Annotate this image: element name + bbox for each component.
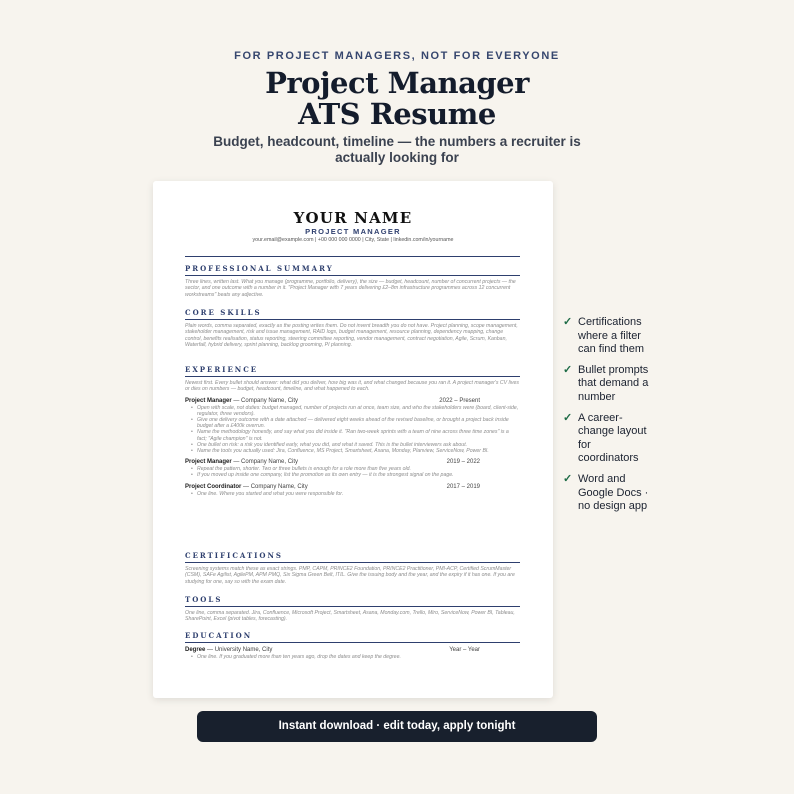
job-company: Company Name, City bbox=[241, 459, 299, 466]
section-heading: EDUCATION bbox=[185, 631, 520, 643]
job-title: Project Manager bbox=[185, 397, 232, 404]
feature-text: Bullet prompts that demand a number bbox=[578, 363, 649, 403]
job-bullet: • Repeat the pattern, shorter. Two or three bullets is enough for a role more than five years old. bbox=[185, 466, 520, 472]
page-title bbox=[0, 68, 794, 130]
eyebrow-text: FOR PROJECT MANAGERS, NOT FOR EVERYONE bbox=[234, 50, 560, 62]
feature-text: Word and Google Docs · no design app bbox=[578, 472, 649, 513]
job-title: Project Manager bbox=[185, 459, 232, 466]
job-entry bbox=[185, 483, 520, 497]
feature-text: A career-change layout for coordinators bbox=[578, 411, 647, 465]
download-button[interactable]: Instant download · edit today, apply tonight bbox=[197, 711, 597, 742]
job-header: Project Manager — Company Name, City 2019 – 2022 bbox=[185, 459, 480, 466]
resume-role: PROJECT MANAGER bbox=[305, 227, 401, 236]
feature-list bbox=[563, 316, 653, 521]
check-icon: ✓ bbox=[563, 363, 573, 376]
skills-section bbox=[185, 308, 520, 348]
summary-section bbox=[185, 264, 520, 298]
title-line-1: Project Manager bbox=[265, 66, 529, 100]
check-icon: ✓ bbox=[563, 411, 573, 424]
resume-contact: your.email@example.com | +00 000 000 0000 | City, State | linkedin.com/in/yourname bbox=[252, 237, 454, 243]
header-divider bbox=[185, 256, 520, 257]
job-bullet: • Open with scale, not duties: budget managed, number of projects run at once, team size, and who the stakeholders were (board, client-side, regulator, three vendors). bbox=[185, 405, 520, 417]
tools-text: One line, comma separated. Jira, Confluence, Microsoft Project, Smartsheet, Asana, Monday.com, Trello, Miro, ServiceNow, Power BI, Tableau, SharePoint, Excel (pivot tables, forecasting). bbox=[185, 610, 515, 623]
job-bullet: • One line. Where you started and what you were responsible for. bbox=[185, 491, 520, 497]
feature-item bbox=[563, 473, 653, 514]
education-dates: Year – Year bbox=[449, 647, 480, 653]
job-bullet: • Name the methodology honestly, and say what you did inside it. "Ran two-week sprints with a team of nine across three time zones" is a fact; "Agile champion" is not. bbox=[185, 429, 520, 441]
feature-text: Certifications where a filter can find them bbox=[578, 316, 645, 356]
check-icon: ✓ bbox=[563, 472, 573, 485]
feature-item bbox=[563, 364, 653, 405]
degree: Degree bbox=[185, 647, 206, 653]
section-heading: CORE SKILLS bbox=[185, 308, 520, 320]
feature-item bbox=[563, 316, 653, 357]
job-company: Company Name, City bbox=[250, 483, 308, 490]
resume-name: YOUR NAME bbox=[293, 209, 413, 227]
job-dates: 2017 – 2019 bbox=[446, 483, 480, 490]
job-dates: 2019 – 2022 bbox=[446, 459, 480, 466]
check-icon: ✓ bbox=[563, 316, 573, 328]
title-line-2: ATS Resume bbox=[298, 97, 496, 131]
school: University Name, City bbox=[214, 647, 273, 653]
job-bullet: • If you moved up inside one company, list the promotion as its own entry — it is the strongest signal on the page. bbox=[185, 472, 520, 478]
education-bullet: • One line. If you graduated more than ten years ago, drop the dates and keep the degree. bbox=[185, 654, 520, 660]
section-heading: TOOLS bbox=[185, 595, 520, 607]
certifications-text: Screening systems match these as exact strings. PMP, CAPM, PRINCE2 Foundation, PRINCE2 Practitioner, PMI-ACP, Certified ScrumMaster (CSM), SAFe Agilist, AgilePM, APM PMQ, Six Sigma Green Belt, ITIL. Give the issuing body and the year, and the expiry if it has one. If you are studying for one, say so with the exam date. bbox=[185, 566, 515, 585]
subtitle: Budget, headcount, timeline — the numbers a recruiter is actually looking for bbox=[213, 134, 581, 165]
feature-item bbox=[563, 412, 653, 466]
experience-section bbox=[185, 365, 520, 497]
education-section bbox=[185, 631, 520, 660]
certifications-section bbox=[185, 551, 520, 585]
section-heading: EXPERIENCE bbox=[185, 365, 520, 377]
job-bullet: • One bullet on risk: a risk you identified early, what you did, and what it saved. This is the bullet interviewers ask about. bbox=[185, 442, 520, 448]
resume-preview bbox=[153, 181, 553, 698]
job-dates: 2022 – Present bbox=[439, 397, 480, 404]
section-heading: PROFESSIONAL SUMMARY bbox=[185, 264, 520, 276]
job-entry bbox=[185, 397, 520, 455]
tools-section bbox=[185, 595, 520, 623]
job-bullet: • Name the tools you actually used: Jira, Confluence, MS Project, Smartsheet, Asana, Monday, Planview, ServiceNow, Power BI. bbox=[185, 448, 520, 454]
skills-text: Plain words, comma separated, exactly as the posting writes them. Do not invent breadth you do not have. Project planning, scope management, stakeholder management, risk and issue management, RAID logs, budget management, resource planning, dependency mapping, change control, benefits realisation, status reporting, steering committee reporting, vendor management, contract negotiation, Agile, Scrum, Kanban, Waterfall, hybrid delivery, sprint planning, backlog grooming, PI planning. bbox=[185, 323, 518, 348]
experience-intro: Newest first. Every bullet should answer: what did you deliver, how big was it, and what changed because you ran it. A project manager's CV lives or dies on numbers — budget, headcount, timeline, and what happened to each. bbox=[185, 380, 519, 393]
job-entry bbox=[185, 458, 520, 478]
job-bullet: • Give one delivery outcome with a date attached — delivered eight weeks ahead of the revised baseline, or brought a project back inside budget after a £400k overrun. bbox=[185, 417, 520, 429]
job-title: Project Coordinator bbox=[185, 483, 242, 490]
summary-text: Three lines, written last. What you manage (programme, portfolio, delivery), the size — budget, headcount, number of concurrent projects — the sector, and one outcome with a number in it. "Project Manager with 7 years delivering £2–8m infrastructure programmes across 12 concurrent workstreams" beats any adjective. bbox=[185, 279, 516, 298]
job-header: Project Manager — Company Name, City 2022 – Present bbox=[185, 397, 480, 404]
job-header: Project Coordinator — Company Name, City 2017 – 2019 bbox=[185, 483, 480, 490]
education-header: Degree — University Name, City Year – Year bbox=[185, 647, 480, 653]
section-heading: CERTIFICATIONS bbox=[185, 551, 520, 563]
job-company: Company Name, City bbox=[241, 397, 299, 404]
